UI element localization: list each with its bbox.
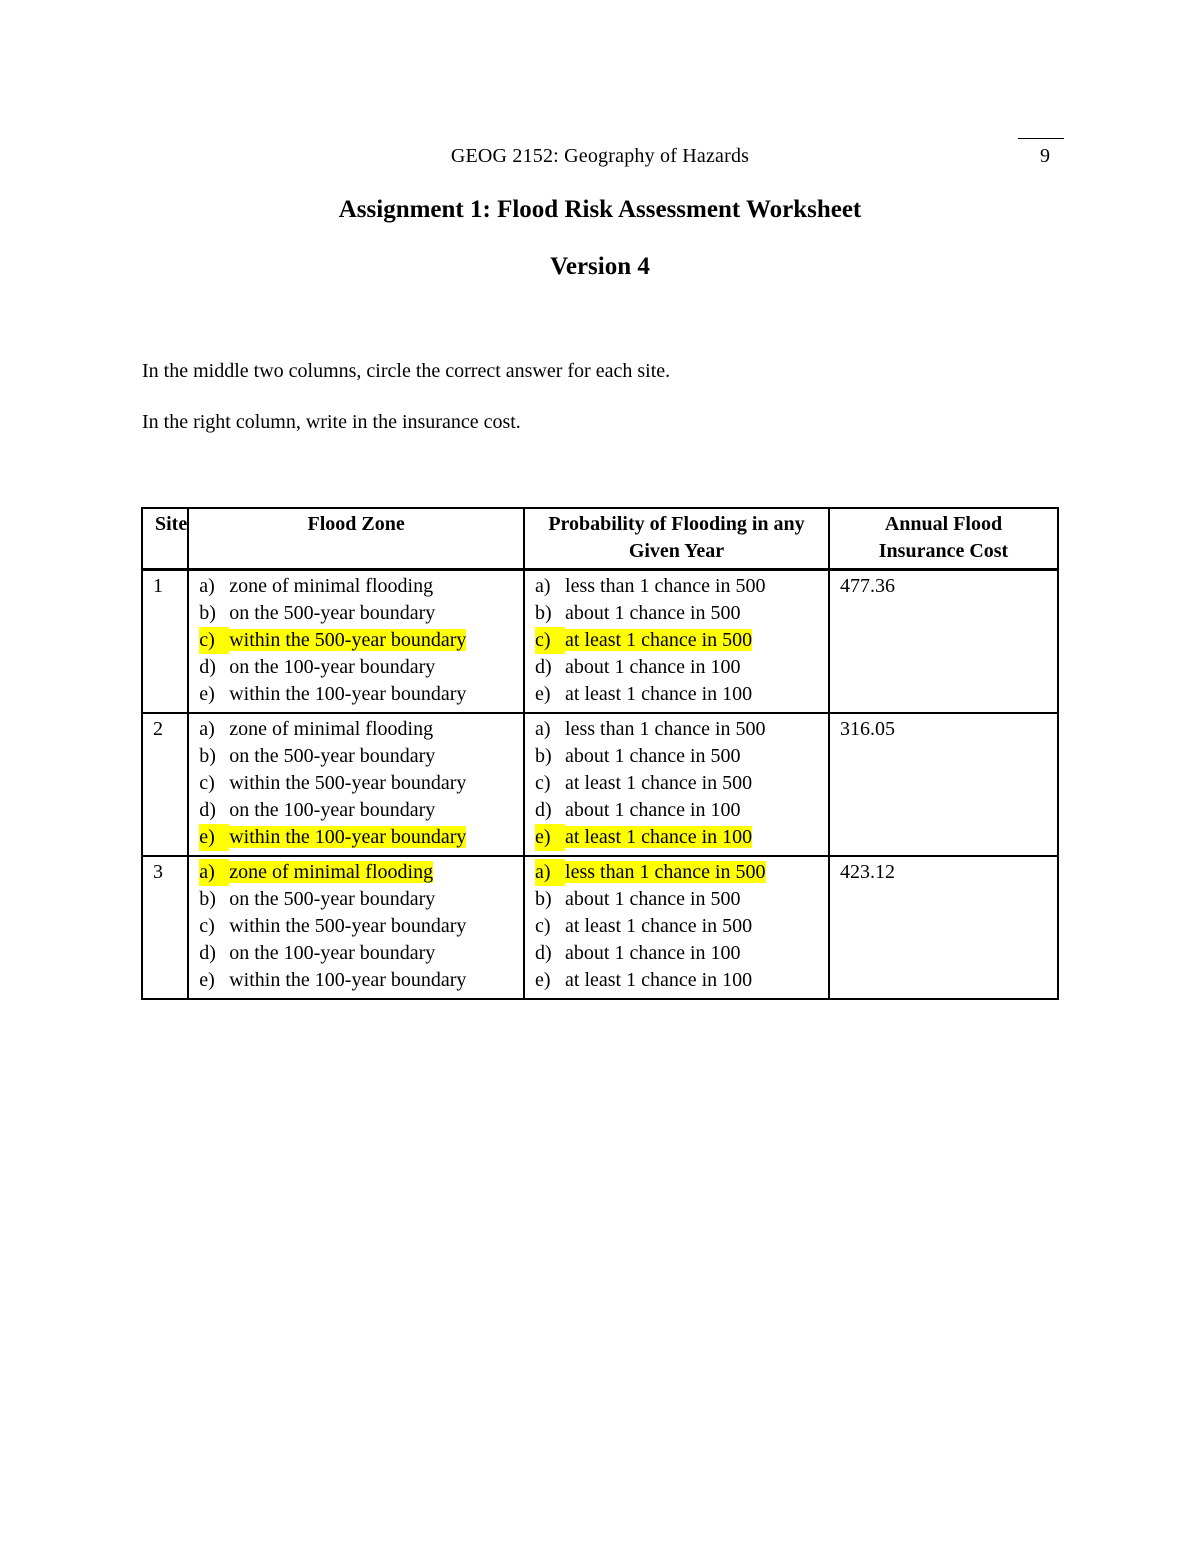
flood-zone-option-c[interactable] — [199, 627, 513, 654]
option-letter: e) — [199, 824, 229, 851]
probability-options-site-2 — [524, 713, 829, 856]
flood-zone-option-b[interactable] — [199, 743, 513, 770]
option-letter: e) — [535, 969, 551, 991]
probability-options-site-1 — [524, 570, 829, 714]
probability-option-e[interactable] — [535, 681, 818, 708]
flood-zone-option-a[interactable] — [199, 716, 513, 743]
probability-option-e[interactable] — [535, 824, 818, 851]
option-letter: a) — [535, 718, 551, 740]
option-letter: d) — [535, 942, 552, 964]
option-letter: e) — [199, 683, 215, 705]
option-letter: c) — [535, 915, 551, 937]
version-label: Version 4 — [550, 253, 650, 280]
probability-option-b[interactable] — [535, 886, 818, 913]
probability-option-c[interactable] — [535, 913, 818, 940]
option-text: about 1 chance in 100 — [565, 656, 741, 678]
option-text: on the 500-year boundary — [229, 745, 436, 767]
flood-zone-option-c[interactable] — [199, 913, 513, 940]
score-total: 9 — [1040, 145, 1050, 167]
option-letter: a) — [199, 859, 229, 886]
option-text: about 1 chance in 500 — [565, 745, 741, 767]
instruction-cost: In the right column, write in the insurance cost. — [142, 411, 521, 433]
option-letter: c) — [199, 772, 215, 794]
option-text: about 1 chance in 100 — [565, 942, 741, 964]
option-text: on the 100-year boundary — [229, 799, 436, 821]
table-row — [142, 856, 1058, 999]
option-text: within the 100-year boundary — [229, 826, 467, 848]
flood-zone-options-site-3 — [188, 856, 524, 999]
probability-option-b[interactable] — [535, 600, 818, 627]
option-letter: e) — [535, 683, 551, 705]
option-letter: b) — [199, 888, 216, 910]
option-text: at least 1 chance in 500 — [565, 629, 753, 651]
option-letter: c) — [199, 915, 215, 937]
option-text: at least 1 chance in 500 — [565, 915, 753, 937]
option-text: zone of minimal flooding — [229, 718, 434, 740]
flood-zone-option-d[interactable] — [199, 797, 513, 824]
option-letter: a) — [199, 575, 215, 597]
instruction-circle: In the middle two columns, circle the correct answer for each site. — [142, 360, 671, 382]
option-letter: b) — [535, 602, 552, 624]
flood-zone-options-site-1 — [188, 570, 524, 714]
option-letter: b) — [199, 602, 216, 624]
option-text: about 1 chance in 500 — [565, 888, 741, 910]
option-letter: b) — [535, 888, 552, 910]
option-text: on the 100-year boundary — [229, 942, 436, 964]
option-letter: a) — [535, 859, 565, 886]
site-number: 3 — [142, 856, 188, 999]
option-text: less than 1 chance in 500 — [565, 575, 766, 597]
probability-option-b[interactable] — [535, 743, 818, 770]
option-letter: d) — [535, 656, 552, 678]
option-text: on the 500-year boundary — [229, 602, 436, 624]
flood-zone-option-b[interactable] — [199, 600, 513, 627]
option-letter: d) — [199, 656, 216, 678]
flood-zone-option-d[interactable] — [199, 654, 513, 681]
flood-zone-option-e[interactable] — [199, 967, 513, 994]
option-text: zone of minimal flooding — [229, 861, 434, 883]
option-text: about 1 chance in 500 — [565, 602, 741, 624]
option-letter: e) — [199, 969, 215, 991]
option-text: within the 500-year boundary — [229, 629, 467, 651]
flood-zone-option-e[interactable] — [199, 681, 513, 708]
score-blank-line — [1018, 138, 1064, 139]
probability-option-d[interactable] — [535, 940, 818, 967]
option-text: within the 100-year boundary — [229, 969, 467, 991]
header-site: Site — [142, 508, 188, 570]
option-text: about 1 chance in 100 — [565, 799, 741, 821]
insurance-cost[interactable]: 477.36 — [829, 570, 1058, 714]
option-letter: a) — [199, 718, 215, 740]
option-letter: b) — [535, 745, 552, 767]
probability-option-a[interactable] — [535, 716, 818, 743]
flood-zone-option-c[interactable] — [199, 770, 513, 797]
header-flood-zone: Flood Zone — [188, 508, 524, 570]
flood-zone-option-a[interactable] — [199, 573, 513, 600]
option-text: less than 1 chance in 500 — [565, 861, 766, 883]
flood-risk-table — [141, 507, 1059, 1000]
option-letter: c) — [535, 627, 565, 654]
option-letter: d) — [535, 799, 552, 821]
option-text: at least 1 chance in 100 — [565, 683, 753, 705]
table-row — [142, 570, 1058, 714]
flood-zone-option-d[interactable] — [199, 940, 513, 967]
option-letter: c) — [535, 772, 551, 794]
flood-zone-options-site-2 — [188, 713, 524, 856]
option-text: less than 1 chance in 500 — [565, 718, 766, 740]
option-text: on the 500-year boundary — [229, 888, 436, 910]
option-text: on the 100-year boundary — [229, 656, 436, 678]
option-text: within the 500-year boundary — [229, 772, 467, 794]
table-row — [142, 713, 1058, 856]
option-text: zone of minimal flooding — [229, 575, 434, 597]
probability-option-d[interactable] — [535, 797, 818, 824]
insurance-cost[interactable]: 316.05 — [829, 713, 1058, 856]
option-text: at least 1 chance in 100 — [565, 826, 753, 848]
option-text: within the 100-year boundary — [229, 683, 467, 705]
option-text: within the 500-year boundary — [229, 915, 467, 937]
option-letter: b) — [199, 745, 216, 767]
insurance-cost[interactable]: 423.12 — [829, 856, 1058, 999]
option-letter: d) — [199, 799, 216, 821]
probability-option-d[interactable] — [535, 654, 818, 681]
probability-option-a[interactable] — [535, 573, 818, 600]
probability-option-c[interactable] — [535, 627, 818, 654]
option-letter: a) — [535, 575, 551, 597]
option-letter: e) — [535, 824, 565, 851]
probability-option-a[interactable] — [535, 859, 818, 886]
header-probability: Probability of Flooding in any Given Year — [524, 508, 829, 570]
option-letter: c) — [199, 627, 229, 654]
probability-option-c[interactable] — [535, 770, 818, 797]
probability-option-e[interactable] — [535, 967, 818, 994]
assignment-title: Assignment 1: Flood Risk Assessment Worksheet — [338, 196, 862, 223]
flood-zone-option-b[interactable] — [199, 886, 513, 913]
site-number: 1 — [142, 570, 188, 714]
site-number: 2 — [142, 713, 188, 856]
probability-options-site-3 — [524, 856, 829, 999]
header-insurance-cost: Annual Flood Insurance Cost — [829, 508, 1058, 570]
table-header-row — [142, 508, 1058, 570]
course-title: GEOG 2152: Geography of Hazards — [450, 145, 750, 167]
option-text: at least 1 chance in 500 — [565, 772, 753, 794]
option-letter: d) — [199, 942, 216, 964]
option-text: at least 1 chance in 100 — [565, 969, 753, 991]
flood-zone-option-e[interactable] — [199, 824, 513, 851]
flood-zone-option-a[interactable] — [199, 859, 513, 886]
